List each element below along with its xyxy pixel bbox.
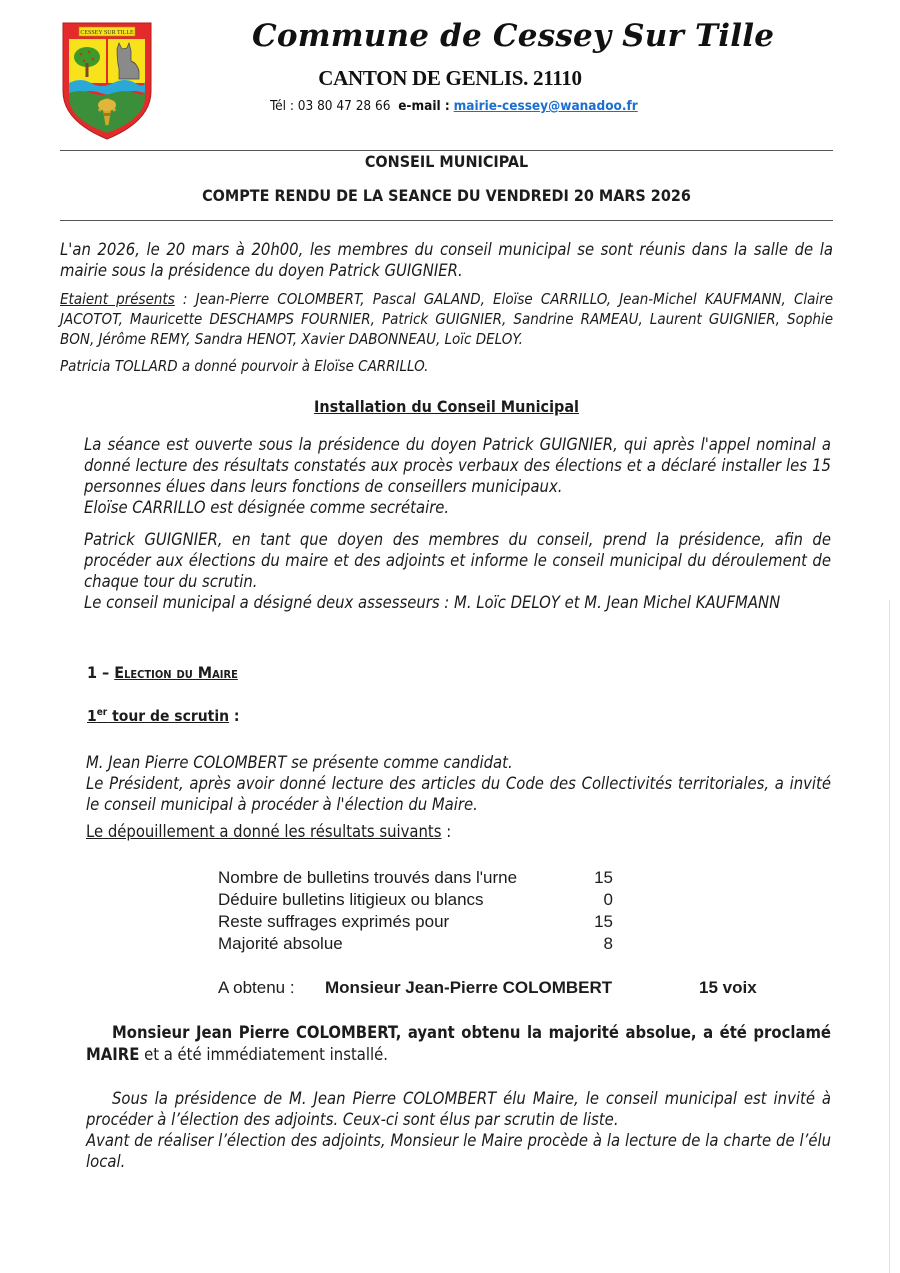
round-number: 1: [87, 707, 97, 726]
count-intro: [86, 822, 451, 841]
results-label: Majorité absolue: [218, 934, 343, 953]
results-value: 8: [603, 934, 613, 953]
results-row: [218, 911, 613, 933]
candidate-paragraph: [86, 752, 831, 815]
canton-line: CANTON DE GENLIS. 21110: [318, 66, 582, 90]
results-value: 15: [594, 912, 613, 931]
results-label: Reste suffrages exprimés pour: [218, 912, 450, 931]
installation-paragraph-2: [84, 529, 831, 613]
charter-line: Avant de réaliser l’élection des adjoints, Monsieur le Maire procède à la lecture de la charte de l’élu local.: [86, 1131, 831, 1171]
results-row: [218, 867, 613, 889]
divider-top: [60, 150, 833, 151]
secretary-line: Eloïse CARRILLO est désignée comme secrétaire.: [84, 498, 450, 517]
scan-edge-line: [889, 600, 890, 1273]
section-1-heading: [87, 663, 238, 682]
attendees-paragraph: [60, 289, 833, 349]
proclamation-bold: , ayant obtenu la majorité absolue, a été proclamé MAIRE: [86, 1023, 832, 1064]
results-label: Nombre de bulletins trouvés dans l'urne: [218, 868, 518, 887]
winner-line: [218, 978, 757, 998]
mayor-name: Monsieur Jean Pierre COLOMBERT: [112, 1023, 396, 1042]
first-round-heading: [87, 707, 240, 725]
results-row: [218, 889, 613, 911]
proxy-paragraph: Patricia TOLLARD a donné pourvoir à Eloïse CARRILLO.: [60, 357, 429, 375]
round-colon: :: [229, 707, 240, 726]
proclamation-paragraph: [86, 1022, 831, 1066]
document-subheading: COMPTE RENDU DE LA SEANCE DU VENDREDI 20 MARS 2026: [202, 186, 691, 205]
results-label: Déduire bulletins litigieux ou blancs: [218, 890, 484, 909]
president-line: Le Président, après avoir donné lecture des articles du Code des Collectivités territoriales, a invité le conseil municipal à procéder à l'élection du Maire.: [86, 774, 831, 814]
results-value: 15: [594, 868, 613, 887]
results-table: [218, 867, 618, 955]
count-intro-label: Le dépouillement a donné les résultats suivants: [86, 822, 442, 841]
results-row: [218, 933, 613, 955]
contact-line: [270, 98, 638, 114]
section-1-title: Election du Maire: [114, 663, 238, 682]
winner-label: A obtenu :: [218, 978, 295, 997]
installation-title: Installation du Conseil Municipal: [314, 397, 579, 416]
round-label: tour de scrutin: [107, 707, 230, 726]
intro-paragraph: L'an 2026, le 20 mars à 20h00, les membres du conseil municipal se sont réunis dans la salle de la mairie sous la présidence du doyen Patrick GUIGNIER.: [60, 240, 833, 280]
installation-paragraph-1: [84, 434, 831, 518]
phone-label: Tél : 03 80 47 28 66: [270, 98, 391, 114]
coat-of-arms-icon: [61, 21, 153, 141]
section-1-number: 1 –: [87, 663, 115, 682]
crest-banner-text: CESSEY SUR TILLE: [80, 30, 134, 36]
email-label: e-mail :: [398, 98, 450, 114]
adjoints-election-line: Sous la présidence de M. Jean Pierre COLOMBERT élu Maire, le conseil municipal est invité à procéder à l’élection des adjoints. Ceux-ci sont élus par scrutin de liste.: [86, 1089, 831, 1129]
commune-title: Commune de Cessey Sur Tille: [252, 18, 775, 54]
attendees-label: Etaient présents: [60, 290, 175, 308]
assessors-line: Le conseil municipal a désigné deux assesseurs : M. Loïc DELOY et M. Jean Michel KAUFMANN: [84, 593, 781, 612]
proclamation-rest: et a été immédiatement installé.: [139, 1045, 388, 1064]
winner-votes: 15 voix: [699, 978, 757, 997]
count-intro-colon: :: [441, 822, 452, 841]
installation-p2-text: Patrick GUIGNIER, en tant que doyen des membres du conseil, prend la présidence, afin de procéder aux élections du maire et des adjoints et informe le conseil municipal du déroulement de chaque tour du scrutin.: [84, 530, 831, 591]
divider-bottom: [60, 220, 833, 221]
attendees-list: : Jean-Pierre COLOMBERT, Pascal GALAND, Eloïse CARRILLO, Jean-Michel KAUFMANN, Claire JACOTOT, Mauricette DESCHAMPS FOURNIER, Patrick GUIGNIER, Sandrine RAMEAU, Laurent GUIGNIER, Sophie BON, Jérôme REMY, Sandra HENOT, Xavier DABONNEAU, Loïc DELOY.: [60, 290, 833, 348]
round-suffix: er: [96, 707, 108, 718]
candidate-line: M. Jean Pierre COLOMBERT se présente comme candidat.: [86, 753, 513, 772]
document-heading: CONSEIL MUNICIPAL: [364, 152, 529, 171]
winner-name: Monsieur Jean-Pierre COLOMBERT: [325, 978, 613, 997]
email-link[interactable]: mairie-cessey@wanadoo.fr: [453, 98, 638, 114]
results-value: 0: [603, 890, 613, 909]
installation-p1-text: La séance est ouverte sous la présidence du doyen Patrick GUIGNIER, qui après l'appel nominal a donné lecture des résultats constatés aux procès verbaux des élections et a déclaré installer les 15 personnes élues dans leurs fonctions de conseillers municipaux.: [84, 435, 831, 496]
adjoints-paragraph: [86, 1088, 831, 1172]
